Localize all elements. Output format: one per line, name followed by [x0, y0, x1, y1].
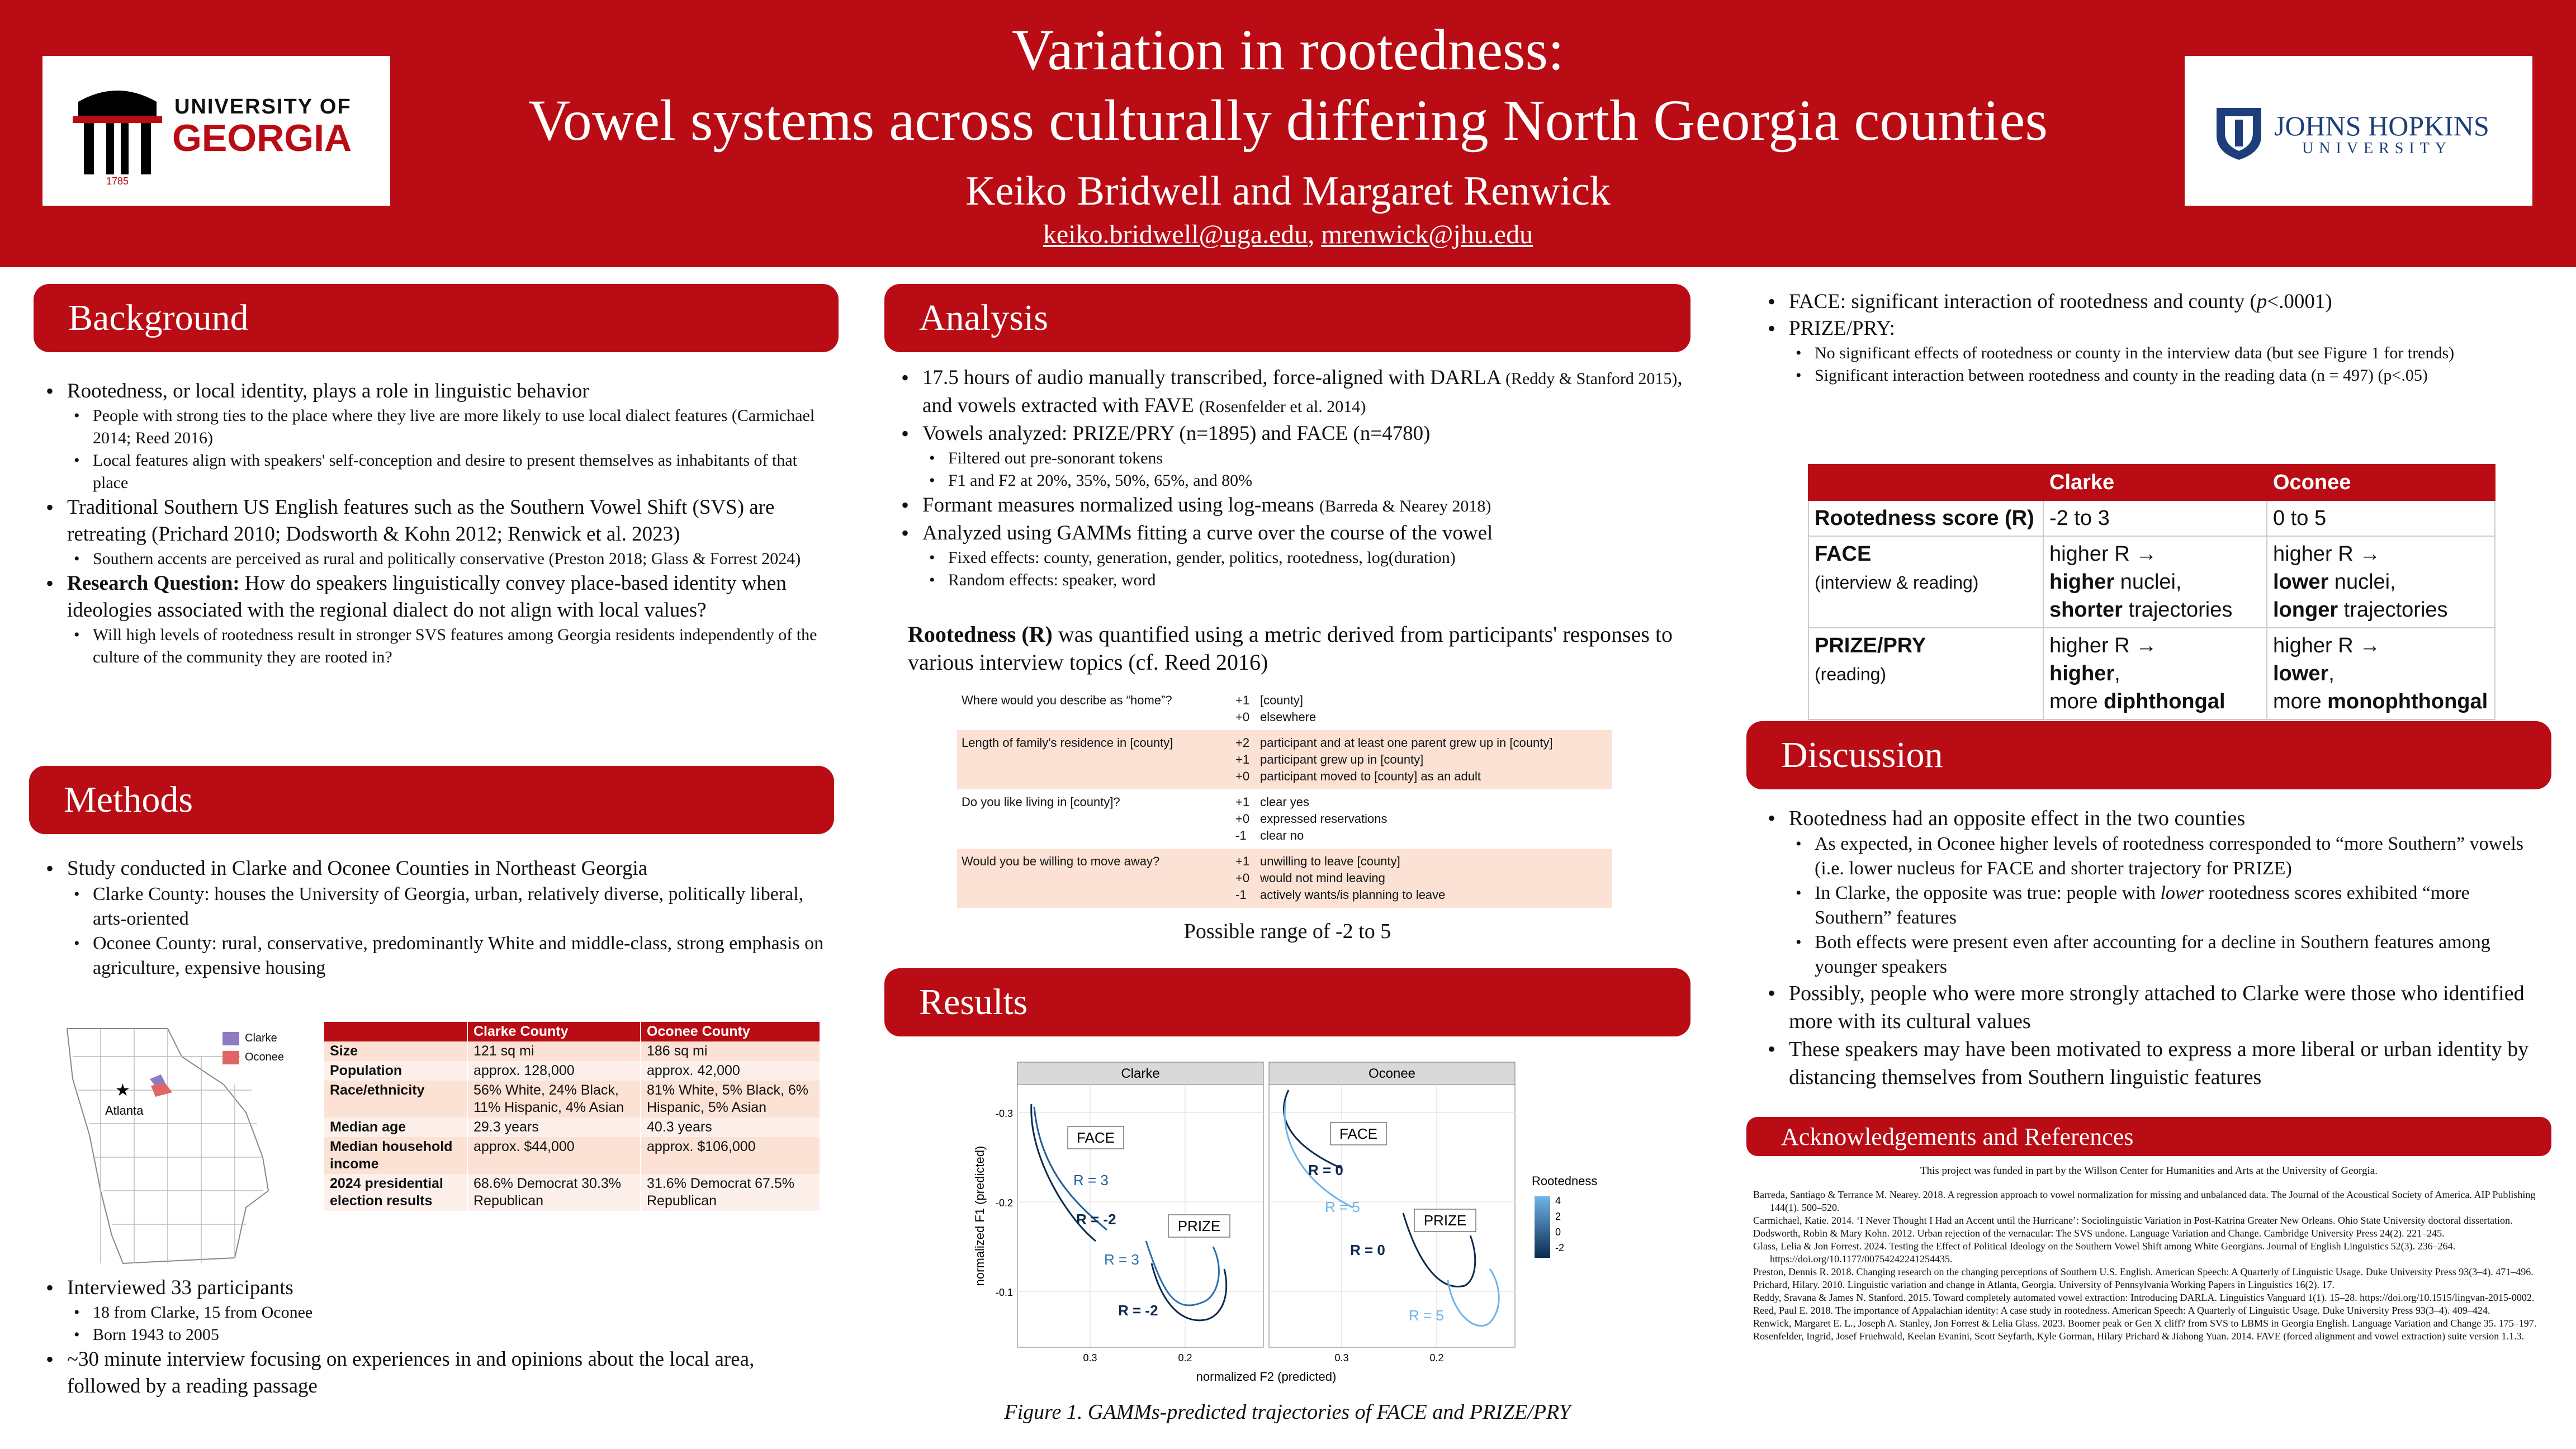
table-cell: 68.6% Democrat 30.3% Republican [467, 1174, 641, 1211]
discussion-bullet-2: • Possibly, people who were more strongly attached to Clarke were those who identified more with its cultural values [1755, 979, 2549, 1035]
table-cell: +2 +1 +0 [1235, 736, 1250, 783]
table-cell [1808, 628, 2043, 719]
email-1[interactable]: keiko.bridwell@uga.edu [1043, 220, 1308, 249]
map-legend-clarke [222, 1029, 284, 1048]
y-axis-label: normalized F1 (predicted) [973, 1145, 987, 1286]
ytick-3: -0.1 [995, 1287, 1013, 1298]
methods-bullet-1: • Study conducted in Clarke and Oconee Counties in Northeast Georgia [34, 855, 827, 882]
panel-label-left: Clarke [1121, 1066, 1160, 1081]
xtick-left-1: 0.3 [1083, 1352, 1097, 1363]
discussion-sub-2-text: In Clarke, the opposite was true: people with [1815, 883, 2161, 903]
x-axis-label: normalized F2 (predicted) [1196, 1370, 1337, 1384]
legend-oconee-label: Oconee [245, 1051, 285, 1063]
results-sub-2: • Significant interaction between rootedness and county in the reading data (n = 497) (p<.05) [1755, 364, 2549, 387]
legend-clarke-label: Clarke [245, 1032, 277, 1044]
funding-note: This project was funded in part by the Willson Center for Humanities and Arts at the University of Georgia. [1920, 1165, 2378, 1177]
email-2[interactable]: mrenwick@jhu.edu [1321, 220, 1533, 249]
prize-label-right: PRIZE [1423, 1212, 1467, 1229]
reference-item: Carmichael, Katie. 2014. ‘I Never Thought I Had an Accent until the Hurricane’: Sociolinguistic Variation in Post-Katrina Greater New Orleans. Ohio State University doctoral dissertation. [1753, 1215, 2513, 1226]
cell-bold: diphthongal [2104, 690, 2225, 713]
jhu-logo-line1: JOHNS HOPKINS [2274, 110, 2489, 141]
face-label-left: FACE [1077, 1129, 1115, 1146]
discussion-heading [1746, 721, 2551, 789]
table-row [324, 1061, 820, 1081]
table-cell: Length of family's residence in [county] [962, 736, 1173, 750]
email-separator: , [1308, 220, 1315, 249]
cell-text: trajectories [2338, 598, 2448, 622]
legend-title: Rootedness [1532, 1174, 1598, 1188]
ack-heading-text: Acknowledgements and References [1781, 1123, 2134, 1150]
research-question-text: How do speakers linguistically convey place-based identity when ideologies associated with the regional dialect do not align with local values? [67, 572, 787, 622]
cell-text: more [2273, 690, 2328, 713]
face-label-right: FACE [1339, 1125, 1377, 1142]
rootedness-table [957, 688, 1612, 908]
reference-item: Reddy, Sravana & James N. Stanford. 2015. Toward completely automated vowel extraction: Introducing DARLA. Linguistics Vanguard 1(1). 15–28. https://doi.org/10.1515/lingvan-2015-0002. [1753, 1292, 2535, 1303]
legend-tick-4: -2 [1555, 1242, 1565, 1253]
uga-logo-line2: GEORGIA [172, 117, 352, 159]
legend-tick-2: 2 [1555, 1211, 1561, 1222]
reference-item: Preston, Dennis R. 2018. Changing research on the changing perceptions of Southern U.S. English. American Speech: A Quarterly of Linguistic Usage. Duke University Press 93(3–4). 471–496. [1753, 1266, 2534, 1277]
title-line2: Vowel systems across culturally differing North Georgia counties [528, 88, 2048, 153]
background-bullet-2: • Traditional Southern US English features such as the Southern Vowel Shift (SVS) are retreating (Prichard 2010; Dodsworth & Kohn 2012; Renwick et al. 2023) [34, 494, 827, 548]
cell-text: higher R → [2273, 542, 2381, 566]
reference-item: Rosenfelder, Ingrid, Josef Fruehwald, Keelan Evanini, Scott Seyfarth, Kyle Gorman, Hilary Prichard & Jiahong Yuan. 2014. FAVE (forced alignment and vowel extraction) suite version 1.1.3. [1753, 1330, 2525, 1342]
table-row [957, 789, 1612, 849]
results-heading [884, 968, 1690, 1036]
xtick-right-2: 0.2 [1429, 1352, 1444, 1363]
jhu-logo [2185, 56, 2532, 206]
table-cell: 56% White, 24% Black, 11% Hispanic, 4% Asian [467, 1081, 641, 1117]
table-cell: Population [324, 1061, 467, 1081]
table-row [1808, 628, 2495, 719]
reference-item: Renwick, Margaret E. L., Joseph A. Stanley, Jon Forrest & Lelia Glass. 2023. Boomer peak or Gen X cliff? from SVS to LBMS in Georgia English. Language Variation and Change 35. 175–197. [1753, 1318, 2537, 1329]
table-cell [2267, 628, 2495, 719]
table-cell: Do you like living in [county]? [962, 795, 1120, 809]
cell-text: higher R → [2049, 634, 2157, 657]
oconee-swatch [222, 1051, 239, 1064]
reference-item: Barreda, Santiago & Terrance M. Nearey. 2018. A regression approach to vowel normalization for missing and unbalanced data. The Journal of the Acoustical Society of America. AIP Publishing 144(1). 500–520. [1753, 1189, 2536, 1213]
uga-logo [42, 56, 390, 206]
table-row [324, 1117, 820, 1137]
atlanta-star-icon: ★ [115, 1081, 130, 1100]
table-cell: Size [324, 1041, 467, 1061]
map-legend-oconee [222, 1048, 284, 1067]
table-cell: Where would you describe as “home”? [962, 693, 1172, 707]
prize-label-left: PRIZE [1177, 1218, 1221, 1234]
summary-header-blank [1808, 465, 2043, 500]
table-row [957, 730, 1612, 789]
table-cell: Would you be willing to move away? [962, 854, 1160, 868]
legend-colorbar [1535, 1196, 1550, 1258]
table-cell: approx. 42,000 [641, 1061, 820, 1081]
summary-header-oconee: Oconee [2267, 465, 2495, 500]
county-table-header-oconee: Oconee County [641, 1022, 820, 1041]
background-heading-text: Background [68, 297, 249, 338]
methods-sub-1: • Clarke County: houses the University of Georgia, urban, relatively diverse, politically liberal, arts-oriented [34, 882, 827, 931]
cell-text: higher R → [2049, 542, 2157, 566]
table-cell [2043, 536, 2267, 628]
cell-bold: longer [2273, 598, 2338, 622]
methods-bullet-2: • Interviewed 33 participants [34, 1275, 827, 1301]
map-city-label: Atlanta [105, 1104, 144, 1117]
methods-list [34, 855, 827, 981]
results-bullet-2: • PRIZE/PRY: [1755, 315, 2549, 342]
table-cell: Race/ethnicity [324, 1081, 467, 1117]
authors: Keiko Bridwell and Margaret Renwick [965, 168, 1611, 214]
discussion-sub-2-text2: rootedness scores exhibited “more Southern” features [1815, 883, 2470, 928]
background-sub-3: • Southern accents are perceived as rural and politically conservative (Preston 2018; Glass & Forrest 2024) [34, 548, 827, 570]
rootedness-text: was quantified using a metric derived from participants' responses to various interview topics (cf. Reed 2016) [908, 622, 1673, 675]
table-cell: [county] elsewhere [1260, 693, 1317, 724]
legend-tick-1: 4 [1555, 1195, 1561, 1206]
county-table [324, 1022, 821, 1211]
reference-item: Glass, Lelia & Jon Forrest. 2024. Testing the Effect of Political Ideology on the Southern Vowel Shift among White Georgians. Journal of English Linguistics 52(3). 236–264. https://doi.org/10.1177/00754242241254435. [1753, 1240, 2456, 1265]
table-row [1808, 536, 2495, 628]
methods-sub-3: • 18 from Clarke, 15 from Oconee [34, 1301, 827, 1324]
discussion-bullet-1: • Rootedness had an opposite effect in the two counties [1755, 805, 2549, 832]
methods-sub-4: • Born 1943 to 2005 [34, 1324, 827, 1346]
table-cell: 31.6% Democrat 67.5% Republican [641, 1174, 820, 1211]
ytick-2: -0.2 [995, 1197, 1013, 1209]
rootedness-description [908, 621, 1679, 676]
table-cell [2267, 536, 2495, 628]
table-cell: unwilling to leave [county] would not mind leaving actively wants/is planning to leave [1260, 854, 1446, 902]
county-table-header-blank [324, 1022, 467, 1041]
analysis-sub-3: • Fixed effects: county, generation, gender, politics, rootedness, log(duration) [889, 547, 1683, 569]
rootedness-label: Rootedness (R) [908, 622, 1053, 647]
analysis-b1-text2: , and vowels extracted with FAVE [922, 366, 1683, 417]
methods-heading [29, 766, 834, 834]
table-cell: 2024 presidential election results [324, 1174, 467, 1211]
methods-heading-text: Methods [64, 779, 193, 820]
face-row-sub: (interview & reading) [1815, 572, 1979, 593]
cell-text: nuclei, [2328, 570, 2396, 594]
label-oconee-face-r0: R = 0 [1308, 1162, 1343, 1178]
table-cell [1808, 536, 2043, 628]
table-cell: 40.3 years [641, 1117, 820, 1137]
analysis-bullet-2: • Vowels analyzed: PRIZE/PRY (n=1895) and FACE (n=4780) [889, 420, 1683, 447]
results-heading-text: Results [919, 982, 1028, 1022]
table-cell: 29.3 years [467, 1117, 641, 1137]
analysis-heading-text: Analysis [919, 297, 1048, 338]
table-cell: 121 sq mi [467, 1041, 641, 1061]
background-sub-1: • People with strong ties to the place where they live are more likely to use local dialect features (Carmichael 2014; Reed 2016) [34, 405, 827, 449]
analysis-sub-1: • Filtered out pre-sonorant tokens [889, 447, 1683, 470]
cell-bold: shorter [2049, 598, 2123, 622]
background-list [34, 378, 827, 669]
label-clarke-face-rneg2: R = -2 [1076, 1211, 1116, 1228]
table-cell: participant and at least one parent grew up in [county] participant grew up in [county] participant moved to [county] as an adult [1260, 736, 1553, 783]
results-b1-p: p [2256, 290, 2267, 313]
label-clarke-prize-rneg2: R = -2 [1118, 1302, 1158, 1319]
results-sub-1: • No significant effects of rootedness or county in the interview data (but see Figure 1 for trends) [1755, 342, 2549, 364]
table-row [957, 688, 1612, 730]
cell-bold: lower [2273, 662, 2329, 685]
table-cell: 81% White, 5% Black, 6% Hispanic, 5% Asian [641, 1081, 820, 1117]
background-sub-4: • Will high levels of rootedness result in stronger SVS features among Georgia residents independently of the culture of the community they are rooted in? [34, 624, 827, 669]
cell-text: , [2114, 662, 2120, 685]
discussion-list [1755, 805, 2549, 1091]
table-cell: approx. $106,000 [641, 1137, 820, 1174]
xtick-left-2: 0.2 [1178, 1352, 1192, 1363]
discussion-bullet-3: • These speakers may have been motivated to express a more liberal or urban identity by distancing themselves from Southern linguistic features [1755, 1035, 2549, 1091]
county-table-header-clarke: Clarke County [467, 1022, 641, 1041]
analysis-bullet-1 [889, 364, 1683, 420]
label-oconee-prize-r5: R = 5 [1409, 1307, 1444, 1324]
discussion-sub-1: • As expected, in Oconee higher levels of rootedness corresponded to “more Southern” vowels (i.e. lower nucleus for FACE and shorter trajectory for PRIZE) [1755, 832, 2549, 881]
table-cell: +1 +0 -1 [1235, 795, 1250, 842]
ytick-1: -0.3 [995, 1108, 1013, 1119]
discussion-heading-text: Discussion [1781, 735, 1943, 775]
figure-caption: Figure 1. GAMMs-predicted trajectories of FACE and PRIZE/PRY [1004, 1400, 1571, 1424]
methods-bullet-3: • ~30 minute interview focusing on experiences in and opinions about the local area, followed by a reading passage [34, 1346, 827, 1400]
county-table-header [324, 1022, 820, 1041]
discussion-sub-3: • Both effects were present even after accounting for a decline in Southern features among younger speakers [1755, 930, 2549, 979]
table-row [324, 1041, 820, 1061]
results-b1-text2: <.0001) [2267, 290, 2332, 313]
map-legend [222, 1029, 284, 1067]
xtick-right-1: 0.3 [1334, 1352, 1349, 1363]
table-cell: approx. $44,000 [467, 1137, 641, 1174]
research-question-label: Research Question: [67, 572, 240, 595]
analysis-b1-cite: (Reddy & Stanford 2015) [1505, 370, 1678, 388]
reference-item: Reed, Paul E. 2018. The importance of Appalachian identity: A case study in rootedness. American Speech: A Quarterly of Linguistic Usage. Duke University Press 93(3–4). 409–424. [1753, 1305, 2490, 1316]
analysis-b3-text: Formant measures normalized using log-means [922, 494, 1320, 517]
table-cell: Median household income [324, 1137, 467, 1174]
cell-text: more [2049, 690, 2104, 713]
analysis-bullet-3 [889, 492, 1683, 520]
table-cell: 0 to 5 [2267, 500, 2495, 536]
cell-text: nuclei, [2114, 570, 2182, 594]
results-text-list [1755, 288, 2549, 387]
table-cell: Median age [324, 1117, 467, 1137]
table-row [1808, 500, 2495, 536]
discussion-sub-2 [1755, 881, 2549, 930]
shield-icon [2214, 105, 2264, 161]
summary-table [1808, 464, 2496, 720]
cell-bold: higher [2049, 570, 2115, 594]
table-cell: +1 +0 [1235, 693, 1250, 724]
background-bullet-3 [34, 570, 827, 624]
methods-sub-2: • Oconee County: rural, conservative, predominantly White and middle-class, strong emphasis on agriculture, expensive housing [34, 931, 827, 981]
background-bullet-1: • Rootedness, or local identity, plays a role in linguistic behavior [34, 378, 827, 405]
analysis-heading [884, 284, 1690, 352]
cell-text: , [2328, 662, 2334, 685]
summary-header-clarke: Clarke [2043, 465, 2267, 500]
prize-row-sub: (reading) [1815, 664, 1887, 684]
analysis-sub-4: • Random effects: speaker, word [889, 569, 1683, 591]
reference-item: Prichard, Hilary. 2010. Linguistic variation and change in Atlanta, Georgia. University of Pennsylvania Working Papers in Linguistics 16(2). 17. [1753, 1279, 2335, 1290]
analysis-b1-cite2: (Rosenfelder et al. 2014) [1199, 397, 1366, 416]
emails [358, 219, 2218, 250]
table-row [957, 849, 1612, 908]
face-row-label: FACE [1815, 542, 1872, 566]
background-sub-2: • Local features align with speakers' self-conception and desire to present themselves as inhabitants of that place [34, 449, 827, 494]
table-row [324, 1174, 820, 1211]
panel-right [1269, 1085, 1515, 1347]
cell-bold: lower [2273, 570, 2329, 594]
analysis-bullet-4: • Analyzed using GAMMs fitting a curve over the course of the vowel [889, 520, 1683, 547]
analysis-sub-2: • F1 and F2 at 20%, 35%, 50%, 65%, and 80% [889, 470, 1683, 492]
discussion-sub-2-italic: lower [2160, 883, 2204, 903]
table-cell: +1 +0 -1 [1235, 854, 1250, 902]
analysis-b3-cite: (Barreda & Nearey 2018) [1319, 497, 1491, 515]
table-cell: Rootedness score (R) [1808, 500, 2043, 536]
background-heading [34, 284, 839, 352]
results-b1-text: FACE: significant interaction of rootedness and county ( [1789, 290, 2257, 313]
summary-table-header [1808, 465, 2495, 500]
title-line1: Variation in rootedness: [1012, 18, 1564, 82]
references-list [1753, 1188, 2547, 1343]
table-cell: approx. 128,000 [467, 1061, 641, 1081]
table-cell [2043, 628, 2267, 719]
table-cell: 186 sq mi [641, 1041, 820, 1061]
table-row [324, 1081, 820, 1117]
cell-text: higher R → [2273, 634, 2381, 657]
uga-logo-year: 1785 [106, 176, 129, 187]
table-cell: -2 to 3 [2043, 500, 2267, 536]
results-bullet-1 [1755, 288, 2549, 315]
ack-heading [1746, 1117, 2551, 1156]
cell-bold: monophthongal [2327, 690, 2488, 713]
reference-item: Dodsworth, Robin & Mary Kohn. 2012. Urban rejection of the vernacular: The SVS undone. Language Variation and Change. Cambridge University Press 24(2). 221–245. [1753, 1228, 2445, 1239]
analysis-b1-text: 17.5 hours of audio manually transcribed, force-aligned with DARLA [922, 366, 1505, 389]
table-cell: clear yes expressed reservations clear no [1260, 795, 1388, 842]
methods-list-2 [34, 1275, 827, 1400]
clarke-swatch [222, 1032, 239, 1045]
cell-text: trajectories [2122, 598, 2233, 622]
analysis-list [889, 364, 1683, 591]
label-oconee-prize-r0: R = 0 [1350, 1242, 1385, 1258]
cell-bold: higher [2049, 662, 2115, 685]
label-clarke-face-r3: R = 3 [1073, 1172, 1109, 1188]
jhu-logo-line2: UNIVERSITY [2302, 140, 2452, 157]
table-row [324, 1137, 820, 1174]
prize-row-label: PRIZE/PRY [1815, 634, 1926, 657]
results-figure [962, 1057, 1632, 1386]
legend-tick-3: 0 [1555, 1227, 1561, 1238]
panel-label-right: Oconee [1368, 1066, 1416, 1081]
uga-logo-line1: UNIVERSITY OF [174, 95, 352, 119]
arch-icon [73, 85, 162, 180]
label-oconee-face-r5: R = 5 [1325, 1199, 1360, 1215]
label-clarke-prize-r3: R = 3 [1104, 1251, 1139, 1268]
rootedness-range: Possible range of -2 to 5 [1183, 920, 1391, 943]
